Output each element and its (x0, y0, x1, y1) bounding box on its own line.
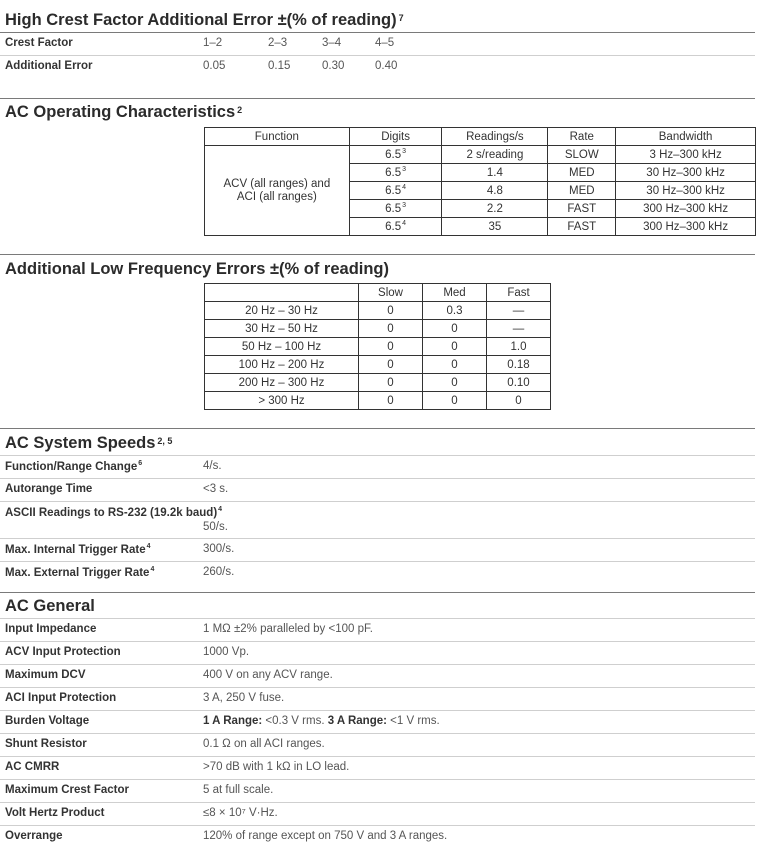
header-function: Function (205, 128, 350, 146)
range-cell: 200 Hz – 300 Hz (205, 374, 359, 392)
row-value: ≤8 × 10⁷ V·Hz. (203, 807, 278, 819)
row-label: Input Impedance (5, 623, 97, 635)
section-title (0, 431, 755, 455)
row-value: <3 s. (203, 483, 229, 495)
header-readings: Readings/s (442, 128, 548, 146)
readings-cell: 4.8 (442, 182, 548, 200)
slow-cell: 0 (359, 320, 423, 338)
readings-cell: 2.2 (442, 200, 548, 218)
row-value: 300/s. (203, 543, 235, 555)
range-label: 1 A Range: (203, 715, 263, 727)
range-cell: 100 Hz – 200 Hz (205, 356, 359, 374)
error-value: 0.05 (203, 60, 226, 72)
rate-cell: FAST (548, 218, 616, 236)
spec-row (0, 501, 755, 538)
title-text: High Crest Factor Additional Error ±(% of reading) (5, 11, 397, 29)
low-frequency-table (204, 283, 551, 410)
header-slow: Slow (359, 284, 423, 302)
label-text: ASCII Readings to RS-232 (19.2k baud) (5, 506, 218, 519)
range-cell: > 300 Hz (205, 392, 359, 410)
range-cell: 30 Hz – 50 Hz (205, 320, 359, 338)
spec-row (0, 561, 755, 584)
row-value: 120% of range except on 750 V and 3 A ranges. (203, 830, 448, 842)
title-footnote: 2, 5 (157, 436, 173, 446)
digits-footnote: 3 (402, 165, 407, 173)
slow-cell: 0 (359, 392, 423, 410)
table-row (205, 374, 551, 392)
system-speeds-section (0, 428, 755, 584)
range-label: 3 A Range: (327, 715, 387, 727)
spec-row (0, 779, 755, 802)
rate-cell: MED (548, 164, 616, 182)
slow-cell: 0 (359, 356, 423, 374)
digits-cell (349, 182, 442, 200)
additional-error-row (0, 55, 755, 78)
digits-cell (349, 218, 442, 236)
row-label: AC CMRR (5, 761, 60, 773)
row-label: ACI Input Protection (5, 692, 117, 704)
error-value: 0.30 (322, 60, 345, 72)
row-label (5, 543, 151, 556)
spec-row (0, 455, 755, 478)
med-cell: 0 (423, 320, 487, 338)
bandwidth-cell: 300 Hz–300 kHz (616, 218, 756, 236)
med-cell: 0.3 (423, 302, 487, 320)
digits-value: 6.5 (385, 184, 402, 197)
crest-value: 1–2 (203, 37, 223, 49)
table-row (205, 392, 551, 410)
row-label (5, 506, 222, 519)
table-header-row (205, 128, 756, 146)
row-value: 0.1 Ω on all ACI ranges. (203, 738, 325, 750)
bandwidth-cell: 30 Hz–300 kHz (616, 164, 756, 182)
ac-operating-table (204, 127, 756, 236)
crest-value: 2–3 (268, 37, 288, 49)
row-value (203, 715, 440, 727)
title-text: AC General (5, 597, 95, 615)
fast-cell: 0 (487, 392, 551, 410)
fast-cell: — (487, 302, 551, 320)
header-rate: Rate (548, 128, 616, 146)
digits-cell (349, 200, 442, 218)
error-value: 0.40 (375, 60, 398, 72)
spec-row (0, 664, 755, 687)
row-label (5, 460, 142, 473)
table-row (205, 146, 756, 164)
crest-factor-row (0, 32, 755, 55)
digits-footnote: 4 (402, 183, 407, 191)
row-label: Volt Hertz Product (5, 807, 105, 819)
label-footnote: 4 (146, 543, 151, 550)
label-footnote: 6 (138, 460, 143, 467)
title-footnote: 2 (237, 105, 243, 115)
bandwidth-cell: 3 Hz–300 kHz (616, 146, 756, 164)
crest-value: 4–5 (375, 37, 395, 49)
spec-row (0, 802, 755, 825)
low-frequency-section (0, 254, 755, 423)
row-label (5, 566, 154, 579)
ac-operating-section (0, 98, 755, 249)
label-text: Autorange Time (5, 483, 93, 495)
ac-general-section (0, 592, 755, 848)
row-value: 50/s. (203, 521, 228, 533)
digits-cell (349, 164, 442, 182)
rate-cell: MED (548, 182, 616, 200)
digits-value: 6.5 (385, 166, 402, 179)
digits-value: 6.5 (385, 202, 402, 215)
row-value: 1 MΩ ±2% paralleled by <100 pF. (203, 623, 373, 635)
readings-cell: 1.4 (442, 164, 548, 182)
section-title (0, 8, 755, 32)
label-text: Max. External Trigger Rate (5, 566, 150, 579)
row-label: Additional Error (5, 60, 93, 72)
spec-row (0, 478, 755, 501)
error-value: 0.15 (268, 60, 291, 72)
rate-cell: FAST (548, 200, 616, 218)
slow-cell: 0 (359, 302, 423, 320)
readings-cell: 35 (442, 218, 548, 236)
row-label (5, 483, 92, 495)
spec-row (0, 825, 755, 848)
range-cell: 50 Hz – 100 Hz (205, 338, 359, 356)
section-title (0, 100, 755, 124)
row-label: Maximum Crest Factor (5, 784, 129, 796)
title-footnote: 7 (398, 13, 404, 23)
range-cell: 20 Hz – 30 Hz (205, 302, 359, 320)
function-cell (205, 146, 350, 236)
function-line: ACI (all ranges) (236, 190, 317, 203)
digits-footnote: 4 (402, 219, 407, 227)
digits-footnote: 3 (402, 147, 407, 155)
label-footnote: 4 (218, 506, 223, 513)
label-footnote: 4 (150, 566, 155, 573)
row-label: Overrange (5, 830, 63, 842)
digits-cell (349, 146, 442, 164)
spec-row (0, 641, 755, 664)
title-text: AC Operating Characteristics (5, 103, 236, 121)
section-title (0, 594, 755, 618)
spec-row (0, 687, 755, 710)
row-label: Burden Voltage (5, 715, 90, 727)
row-label: ACV Input Protection (5, 646, 121, 658)
crest-value: 3–4 (322, 37, 342, 49)
fast-cell: 0.18 (487, 356, 551, 374)
range-value: <0.3 V rms. (262, 715, 328, 727)
slow-cell: 0 (359, 338, 423, 356)
label-text: Function/Range Change (5, 460, 138, 473)
table-row (205, 320, 551, 338)
title-text: AC System Speeds (5, 434, 156, 452)
title-text: Additional Low Frequency Errors ±(% of reading) (5, 260, 390, 278)
label-text: Max. Internal Trigger Rate (5, 543, 146, 556)
fast-cell: 0.10 (487, 374, 551, 392)
rate-cell: SLOW (548, 146, 616, 164)
row-value: 400 V on any ACV range. (203, 669, 333, 681)
header-med: Med (423, 284, 487, 302)
digits-value: 6.5 (385, 220, 402, 233)
fast-cell: 1.0 (487, 338, 551, 356)
row-value: >70 dB with 1 kΩ in LO lead. (203, 761, 350, 773)
spec-row (0, 710, 755, 733)
header-range (205, 284, 359, 302)
table-header-row (205, 284, 551, 302)
bandwidth-cell: 300 Hz–300 kHz (616, 200, 756, 218)
function-line: ACV (all ranges) and (223, 177, 331, 190)
table-row (205, 338, 551, 356)
row-value: 5 at full scale. (203, 784, 274, 796)
range-value: <1 V rms. (386, 715, 440, 727)
header-fast: Fast (487, 284, 551, 302)
digits-value: 6.5 (385, 148, 402, 161)
fast-cell: — (487, 320, 551, 338)
row-label: Crest Factor (5, 37, 73, 49)
table-row (205, 356, 551, 374)
bandwidth-cell: 30 Hz–300 kHz (616, 182, 756, 200)
row-value: 4/s. (203, 460, 222, 472)
header-digits: Digits (349, 128, 442, 146)
crest-factor-section (0, 8, 755, 78)
med-cell: 0 (423, 356, 487, 374)
row-value: 260/s. (203, 566, 235, 578)
row-label: Maximum DCV (5, 669, 86, 681)
med-cell: 0 (423, 338, 487, 356)
slow-cell: 0 (359, 374, 423, 392)
row-value: 1000 Vp. (203, 646, 250, 658)
spec-row (0, 618, 755, 641)
med-cell: 0 (423, 392, 487, 410)
row-label: Shunt Resistor (5, 738, 87, 750)
med-cell: 0 (423, 374, 487, 392)
spec-row (0, 756, 755, 779)
header-bandwidth: Bandwidth (616, 128, 756, 146)
spec-row (0, 733, 755, 756)
digits-footnote: 3 (402, 201, 407, 209)
section-title (0, 257, 755, 281)
table-row (205, 302, 551, 320)
row-value: 3 A, 250 V fuse. (203, 692, 285, 704)
spec-row (0, 538, 755, 561)
readings-cell: 2 s/reading (442, 146, 548, 164)
